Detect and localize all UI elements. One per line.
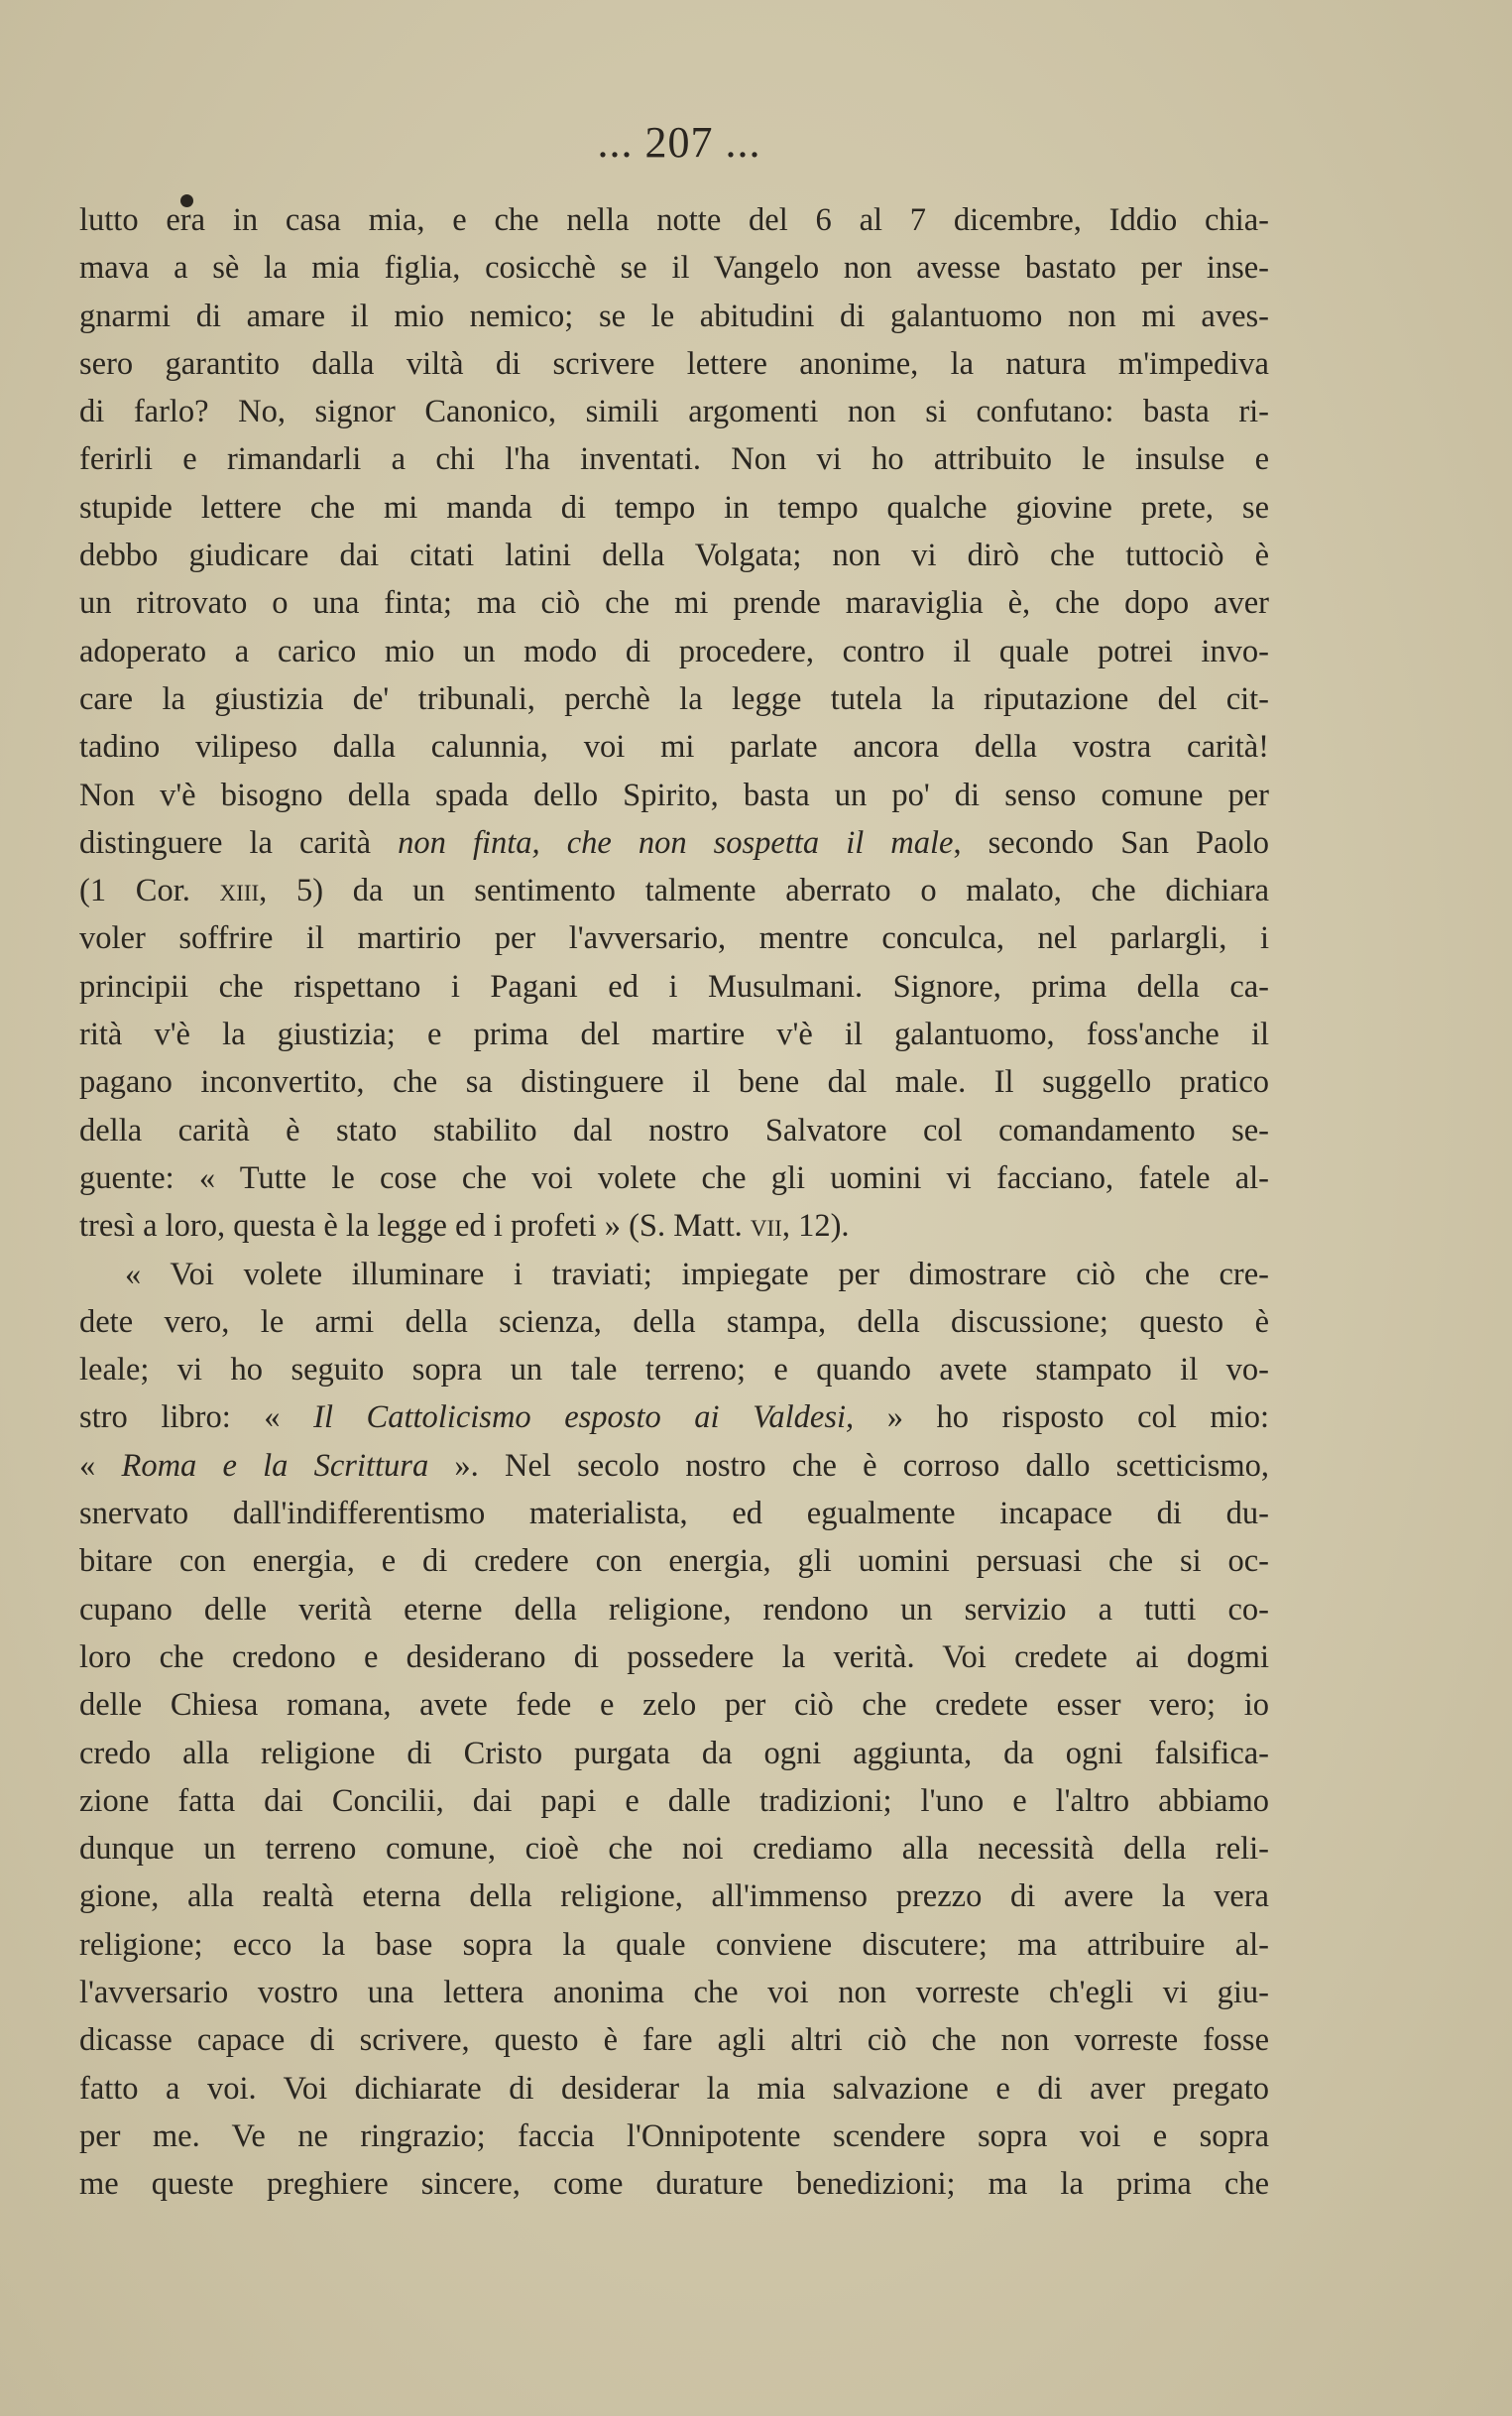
text-run: un ritrovato o una finta; ma ciò che mi prende maraviglia è, che dopo aver	[79, 585, 1269, 622]
text-line	[79, 1537, 1269, 1585]
text-run: care la giustizia de' tribunali, perchè la legge tutela la riputazione del cit-	[79, 680, 1269, 717]
text-run: l'avversario vostro una lettera anonima che voi non vorreste ch'egli vi giu-	[79, 1974, 1269, 2010]
text-run: «	[79, 1447, 122, 1484]
italic-text: Roma e la Scrittura	[121, 1447, 429, 1484]
text-run: leale; vi ho seguito sopra un tale terreno; e quando avete stampato il vo-	[79, 1352, 1269, 1389]
text-line	[79, 340, 1269, 388]
text-line	[79, 1107, 1269, 1154]
text-run: loro che credono e desiderano di possedere la verità. Voi credete ai dogmi	[79, 1638, 1269, 1675]
roman-numeral: vii	[750, 1208, 782, 1245]
text-run: » ho risposto col mio:	[854, 1399, 1269, 1436]
text-line	[79, 579, 1269, 627]
text-run: religione; ecco la base sopra la quale conviene discutere; ma attribuire al-	[79, 1926, 1269, 1963]
italic-text: non finta, che non sospetta il male	[398, 824, 954, 861]
text-run: di farlo? No, signor Canonico, simili argomenti non si confutano: basta ri-	[79, 394, 1269, 430]
text-run: rità v'è la giustizia; e prima del martire v'è il galantuomo, foss'anche il	[79, 1017, 1269, 1053]
text-run: stro libro: «	[79, 1399, 314, 1436]
text-run: Non v'è bisogno della spada dello Spirito, basta un po' di senso comune per	[79, 777, 1269, 813]
text-line	[79, 867, 1269, 914]
text-line	[79, 484, 1269, 532]
text-run: sero garantito dalla viltà di scrivere lettere anonime, la natura m'impediva	[79, 345, 1269, 382]
text-line	[79, 1921, 1269, 1969]
italic-text: Il Cattolicismo esposto ai Valdesi,	[313, 1399, 855, 1436]
roman-numeral: xiii	[219, 873, 260, 909]
text-line	[79, 2160, 1269, 2208]
text-line	[79, 1011, 1269, 1058]
text-line	[79, 244, 1269, 292]
text-run: gnarmi di amare il mio nemico; se le abitudini di galantuomo non mi aves-	[79, 298, 1269, 334]
text-run: dicasse capace di scrivere, questo è fare agli altri ciò che non vorreste fosse	[79, 2022, 1269, 2059]
text-line	[79, 1586, 1269, 1633]
text-run: stupide lettere che mi manda di tempo in tempo qualche giovine prete, se	[79, 489, 1269, 526]
text-line	[79, 1346, 1269, 1393]
text-run: zione fatta dai Concilii, dai papi e dalle tradizioni; l'uno e l'altro abbiamo	[79, 1782, 1269, 1819]
text-run: ferirli e rimandarli a chi l'ha inventati. Non vi ho attribuito le insulse e	[79, 441, 1269, 478]
text-run: delle Chiesa romana, avete fede e zelo per ciò che credete esser vero; io	[79, 1687, 1269, 1724]
page-number: ... 207 ...	[597, 118, 761, 167]
text-run: fatto a voi. Voi dichiarate di desiderar la mia salvazione e di aver pregato	[79, 2070, 1269, 2107]
text-line	[79, 1681, 1269, 1729]
body-text	[79, 196, 1269, 2208]
text-line	[79, 963, 1269, 1011]
text-run: adoperato a carico mio un modo di procedere, contro il quale potrei invo-	[79, 633, 1269, 669]
text-line	[79, 1969, 1269, 2016]
text-line	[79, 772, 1269, 819]
text-run: me queste preghiere sincere, come durature benedizioni; ma la prima che	[79, 2166, 1269, 2203]
text-run: cupano delle verità eterne della religione, rendono un servizio a tutti co-	[79, 1591, 1269, 1628]
text-line	[79, 819, 1269, 867]
text-line	[79, 628, 1269, 675]
text-line	[79, 1298, 1269, 1346]
text-run: pagano inconvertito, che sa distinguere il bene dal male. Il suggello pratico	[79, 1064, 1269, 1101]
text-run: dete vero, le armi della scienza, della stampa, della discussione; questo è	[79, 1303, 1269, 1340]
text-run: della carità è stato stabilito dal nostro Salvatore col comandamento se-	[79, 1112, 1269, 1148]
text-run: , 5) da un sentimento talmente aberrato o malato, che dichiara	[259, 873, 1269, 909]
text-run: mava a sè la mia figlia, cosicchè se il Vangelo non avesse bastato per inse-	[79, 250, 1269, 287]
text-line	[79, 1490, 1269, 1537]
text-line	[79, 1058, 1269, 1106]
text-line	[79, 914, 1269, 962]
text-run: (1 Cor.	[79, 873, 220, 909]
text-run: , secondo San Paolo	[953, 824, 1269, 861]
text-line	[79, 293, 1269, 340]
text-line	[79, 1442, 1269, 1490]
text-run: lutto era in casa mia, e che nella notte del 6 al 7 dicembre, Iddio chia-	[79, 202, 1269, 238]
text-line	[79, 1251, 1269, 1298]
text-run: distinguere la carità	[79, 824, 399, 861]
text-line	[79, 196, 1269, 244]
text-run: credo alla religione di Cristo purgata da ogni aggiunta, da ogni falsifica-	[79, 1735, 1269, 1771]
text-run: gione, alla realtà eterna della religione, all'immenso prezzo di avere la vera	[79, 1878, 1269, 1915]
text-line	[79, 1872, 1269, 1920]
text-line	[79, 1393, 1269, 1441]
text-run: ». Nel secolo nostro che è corroso dallo scetticismo,	[428, 1447, 1269, 1484]
text-line	[79, 2065, 1269, 2113]
text-run: guente: « Tutte le cose che voi volete che gli uomini vi facciano, fatele al-	[79, 1159, 1269, 1196]
text-line	[79, 1777, 1269, 1825]
text-line	[79, 1154, 1269, 1202]
text-run: debbo giudicare dai citati latini della Volgata; non vi dirò che tuttociò è	[79, 538, 1269, 574]
text-run: tresì a loro, questa è la legge ed i profeti » (S. Matt.	[79, 1208, 751, 1245]
text-line	[79, 1633, 1269, 1681]
text-run: tadino vilipeso dalla calunnia, voi mi parlate ancora della vostra carità!	[79, 729, 1269, 766]
text-run: snervato dall'indifferentismo materialista, ed egualmente incapace di du-	[79, 1496, 1269, 1532]
text-line	[79, 723, 1269, 771]
text-run: principii che rispettano i Pagani ed i Musulmani. Signore, prima della ca-	[79, 968, 1269, 1005]
text-line	[79, 1730, 1269, 1777]
text-run: , 12).	[781, 1208, 850, 1245]
text-run: dunque un terreno comune, cioè che noi crediamo alla necessità della reli-	[79, 1831, 1269, 1868]
text-line	[79, 388, 1269, 435]
text-run: per me. Ve ne ringrazio; faccia l'Onnipotente scendere sopra voi e sopra	[79, 2117, 1269, 2154]
text-line	[79, 675, 1269, 723]
text-run: « Voi volete illuminare i traviati; impiegate per dimostrare ciò che cre-	[125, 1256, 1269, 1292]
text-line	[79, 1825, 1269, 1872]
text-line	[79, 532, 1269, 579]
text-line	[79, 2113, 1269, 2160]
text-line	[79, 1202, 1269, 1250]
text-line	[79, 2016, 1269, 2064]
text-run: bitare con energia, e di credere con energia, gli uomini persuasi che si oc-	[79, 1543, 1269, 1580]
text-run: voler soffrire il martirio per l'avversario, mentre conculca, nel parlargli, i	[79, 920, 1269, 957]
text-line	[79, 435, 1269, 483]
